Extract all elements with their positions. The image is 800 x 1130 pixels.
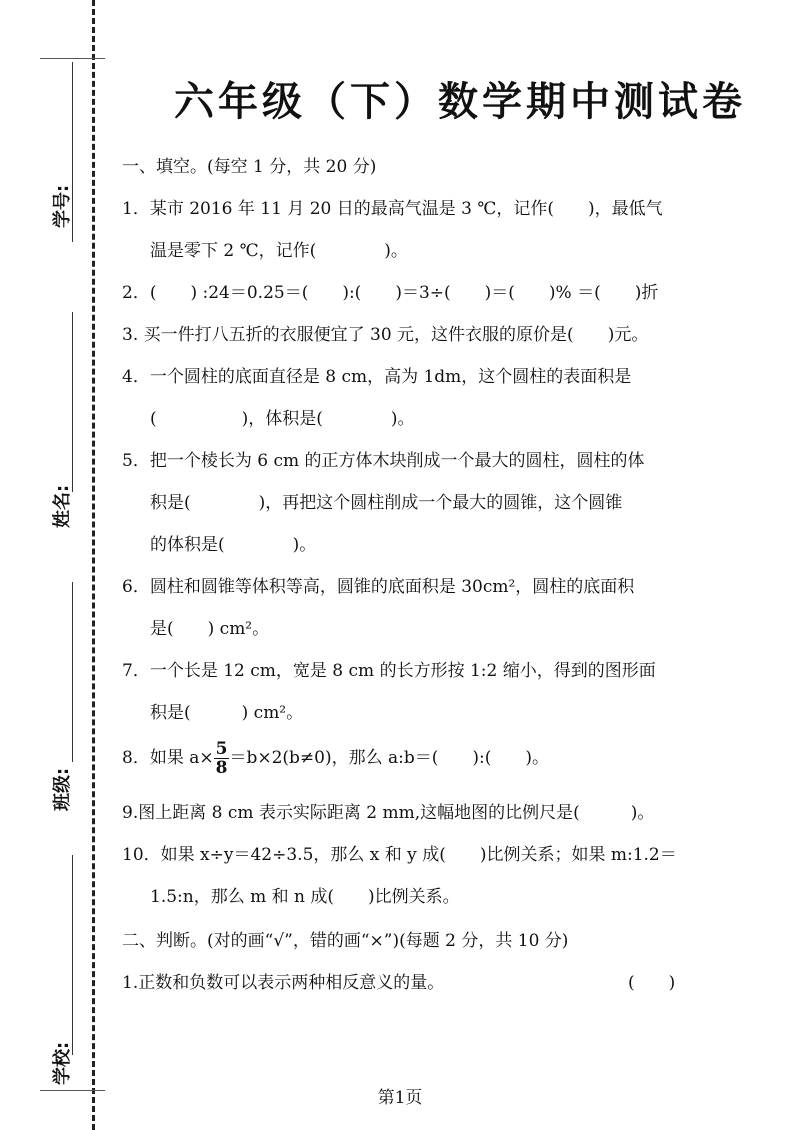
q10-line2: 1.5:n，那么 m 和 n 成( )比例关系。 <box>150 887 460 907</box>
q4-line1: 4．一个圆柱的底面直径是 8 cm，高为 1dm，这个圆柱的表面积是 <box>122 367 632 387</box>
q1-line1: 1．某市 2016 年 11 月 20 日的最高气温是 3 ℃，记作( )，最低气 <box>122 199 663 219</box>
q8-suffix: ＝b×2(b≠0)，那么 a:b＝( ):( )。 <box>229 748 550 768</box>
name-line <box>72 312 73 492</box>
q6-line1: 6．圆柱和圆锥等体积等高，圆锥的底面积是 30cm²，圆柱的底面积 <box>122 577 635 597</box>
q7-line1: 7．一个长是 12 cm，宽是 8 cm 的长方形按 1:2 缩小，得到的图形面 <box>122 661 656 681</box>
section1-heading: 一、填空。(每空 1 分，共 20 分) <box>122 157 377 177</box>
student-id-label: 学号: <box>52 184 73 228</box>
q8-line <box>122 740 549 777</box>
fraction-denominator: 8 <box>215 758 228 778</box>
q6-line2: 是( ) cm²。 <box>150 619 270 639</box>
judge-q1-blank: ( ) <box>628 973 676 993</box>
q5-line3: 的体积是( )。 <box>150 535 317 555</box>
fraction <box>214 740 230 777</box>
q4-line2: ( )，体积是( )。 <box>150 409 415 429</box>
judge-q1: 1.正数和负数可以表示两种相反意义的量。 <box>122 973 445 993</box>
page-number: 第1页 <box>377 1088 423 1108</box>
q9-line: 9.图上距离 8 cm 表示实际距离 2 mm,这幅地图的比例尺是( )。 <box>122 803 655 823</box>
school-line <box>72 855 73 1055</box>
q2-line: 2．( ) :24＝0.25＝( ):( )＝3÷( )＝( )% ＝( )折 <box>122 283 659 303</box>
divider <box>40 58 105 59</box>
tear-line <box>92 0 95 1130</box>
q5-line1: 5．把一个棱长为 6 cm 的正方体木块削成一个最大的圆柱，圆柱的体 <box>122 451 645 471</box>
fraction-numerator: 5 <box>215 739 228 759</box>
q5-line2: 积是( )，再把这个圆柱削成一个最大的圆锥，这个圆锥 <box>150 493 623 513</box>
class-label: 班级: <box>52 767 73 811</box>
school-label: 学校: <box>52 1041 73 1085</box>
q3-line: 3. 买一件打八五折的衣服便宜了 30 元，这件衣服的原价是( )元。 <box>122 325 649 345</box>
binding-margin <box>0 0 110 1130</box>
q7-line2: 积是( ) cm²。 <box>150 703 304 723</box>
name-label: 姓名: <box>52 484 73 528</box>
q1-line2: 温是零下 2 ℃，记作( )。 <box>150 241 408 261</box>
class-line <box>72 582 73 762</box>
q8-prefix: 8．如果 a× <box>122 748 214 768</box>
page-title: 六年级（下）数学期中测试卷 <box>174 79 746 125</box>
q10-line1: 10．如果 x÷y＝42÷3.5，那么 x 和 y 成( )比例关系；如果 m:1.2＝ <box>122 845 677 865</box>
section2-heading: 二、判断。(对的画“√”，错的画“×”)(每题 2 分，共 10 分) <box>122 931 569 951</box>
